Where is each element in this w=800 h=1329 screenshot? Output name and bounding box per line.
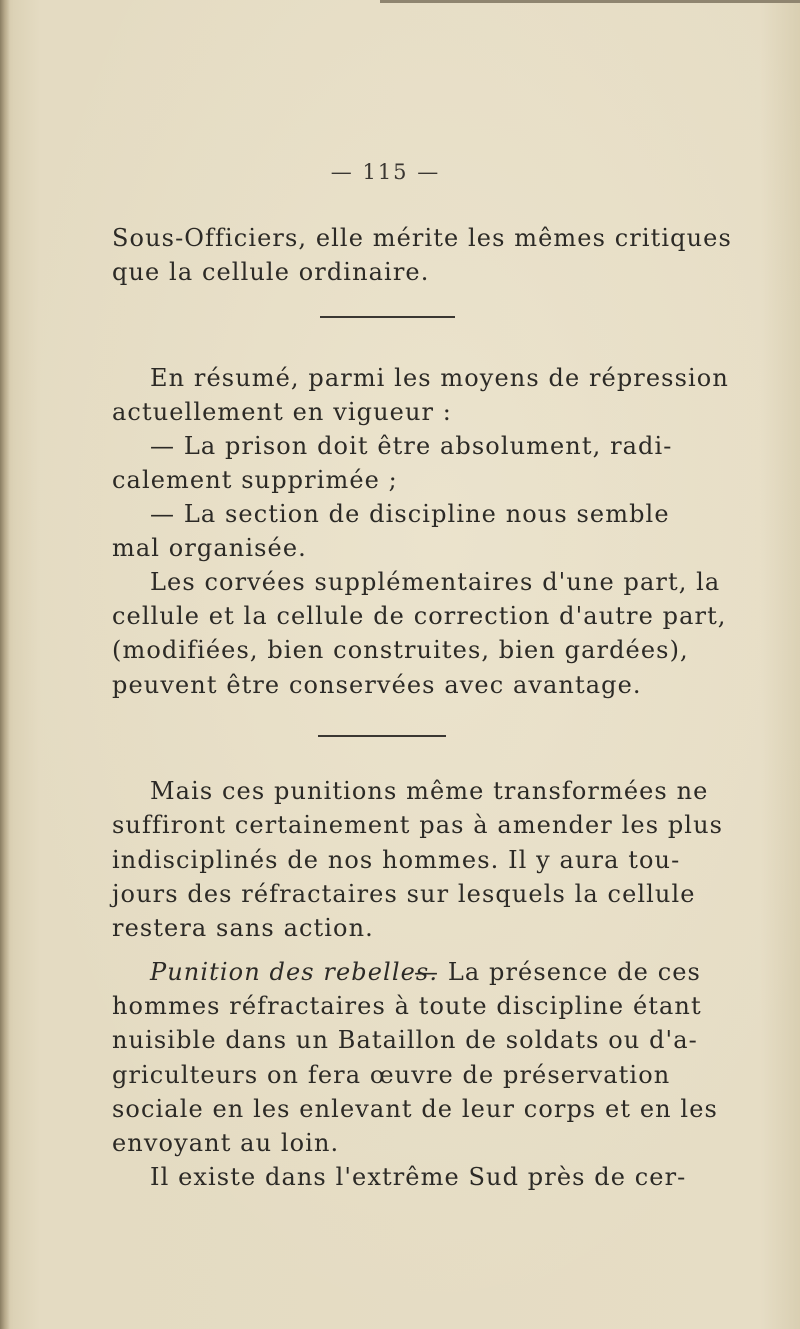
book-spine-shadow [0, 0, 10, 1329]
text-line: actuellement en vigueur : [112, 398, 452, 426]
text-line: hommes réfractaires à toute discipline étant [112, 992, 702, 1020]
text-line: cellule et la cellule de correction d'autre part, [112, 602, 727, 630]
text-line: griculteurs on fera œuvre de préservation [112, 1061, 671, 1089]
page-top-edge [380, 0, 800, 3]
text-line: jours des réfractaires sur lesquels la cellule [112, 880, 696, 908]
text-line: Sous-Officiers, elle mérite les mêmes critiques [112, 224, 732, 252]
text-line: restera sans action. [112, 914, 374, 942]
text-line: peuvent être conservées avec avantage. [112, 671, 642, 699]
text-line: mal organisée. [112, 534, 307, 562]
text-line: — La prison doit être absolument, radi- [150, 432, 673, 460]
text-line: Les corvées supplémentaires d'une part, la [150, 568, 721, 596]
text-line: indisciplinés de nos hommes. Il y aura tou- [112, 846, 681, 874]
text-line: — La présence de ces [414, 958, 701, 986]
text-line: sociale en les enlevant de leur corps et en les [112, 1095, 718, 1123]
text-line: suffiront certainement pas à amender les plus [112, 811, 724, 839]
text-line: nuisible dans un Bataillon de soldats ou d'a- [112, 1026, 698, 1054]
text-line: — La section de discipline nous semble [150, 500, 670, 528]
text-line: (modifiées, bien construites, bien gardées), [112, 636, 689, 664]
text-line: Il existe dans l'extrême Sud près de cer- [150, 1163, 687, 1191]
section-divider [320, 316, 455, 318]
text-line: Mais ces punitions même transformées ne [150, 777, 709, 805]
text-line: En résumé, parmi les moyens de répression [150, 364, 729, 392]
section-divider [318, 735, 446, 737]
section-heading: Punition des rebelles. [150, 958, 439, 986]
text-line: calement supprimée ; [112, 466, 398, 494]
page-number: — 115 — [330, 160, 441, 184]
text-line: que la cellule ordinaire. [112, 258, 430, 286]
text-line: envoyant au loin. [112, 1129, 340, 1157]
